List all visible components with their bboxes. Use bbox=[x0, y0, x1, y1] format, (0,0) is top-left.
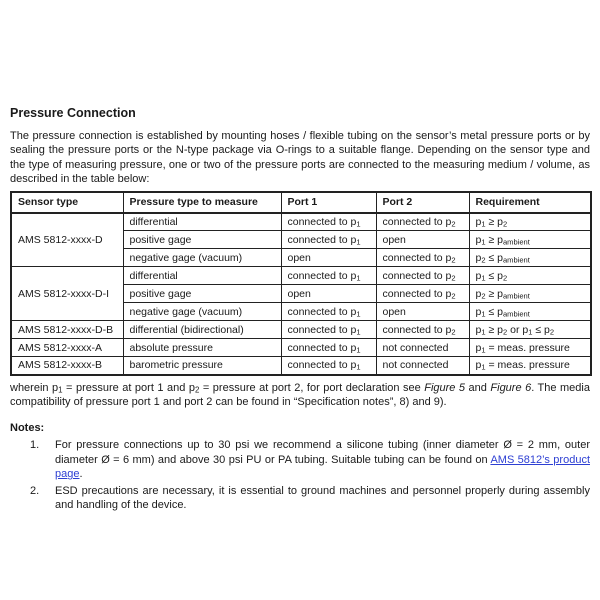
pressure-type-cell: differential bbox=[123, 213, 281, 231]
pressure-type-cell: differential bbox=[123, 267, 281, 285]
note-item bbox=[30, 484, 590, 513]
note-item bbox=[30, 438, 590, 481]
sensor-type-cell: AMS 5812-xxxx-D-I bbox=[11, 267, 123, 321]
table-row bbox=[11, 267, 591, 285]
pressure-type-cell: negative gage (vacuum) bbox=[123, 249, 281, 267]
table-row bbox=[11, 357, 591, 375]
sensor-type-cell: AMS 5812-xxxx-D-B bbox=[11, 321, 123, 339]
column-header-port2: Port 2 bbox=[376, 192, 469, 213]
port2-cell: open bbox=[376, 303, 469, 321]
pressure-type-cell: negative gage (vacuum) bbox=[123, 303, 281, 321]
port1-cell: connected to $p_1$ bbox=[281, 303, 376, 321]
pressure-type-cell: positive gage bbox=[123, 231, 281, 249]
table-row bbox=[11, 321, 591, 339]
notes-heading: Notes: bbox=[10, 422, 45, 435]
pressure-type-cell: absolute pressure bbox=[123, 339, 281, 357]
port2-cell: not connected bbox=[376, 339, 469, 357]
note-text-before: ESD precautions are necessary, it is essential to ground machines and personnel properly during assembly and handling of the device. bbox=[55, 484, 590, 512]
wherein-paragraph: wherein $p_1$ = pressure at port 1 and $p_2$ = pressure at port 2, for port declaration see Figure 5 and Figure 6. The media compatibility of pressure port 1 and port 2 can be found in “Specification notes”, 8) and 9). bbox=[10, 381, 590, 409]
sensor-type-cell: AMS 5812-xxxx-D bbox=[11, 213, 123, 267]
column-header-port1: Port 1 bbox=[281, 192, 376, 213]
section-heading: Pressure Connection bbox=[10, 106, 136, 120]
port2-cell: not connected bbox=[376, 357, 469, 375]
requirement-cell: $p_1$ = meas. pressure bbox=[469, 357, 591, 375]
port2-cell: connected to $p_2$ bbox=[376, 267, 469, 285]
note-number: 1. bbox=[30, 439, 40, 452]
notes-list bbox=[10, 438, 590, 512]
table-header-row bbox=[11, 192, 591, 213]
table-row bbox=[11, 213, 591, 231]
sensor-type-cell: AMS 5812-xxxx-B bbox=[11, 357, 123, 375]
note-text bbox=[55, 438, 590, 481]
pressure-type-cell: differential (bidirectional) bbox=[123, 321, 281, 339]
port2-cell: open bbox=[376, 231, 469, 249]
port1-cell: connected to $p_1$ bbox=[281, 267, 376, 285]
pressure-table-body bbox=[11, 213, 591, 375]
requirement-cell: $p_1 \ge p_{ambient}$ bbox=[469, 231, 591, 249]
port2-cell: connected to $p_2$ bbox=[376, 213, 469, 231]
port1-cell: open bbox=[281, 285, 376, 303]
pressure-type-cell: barometric pressure bbox=[123, 357, 281, 375]
port2-cell: connected to $p_2$ bbox=[376, 285, 469, 303]
port2-cell: connected to $p_2$ bbox=[376, 249, 469, 267]
product-page-link[interactable]: AMS 5812’s product page bbox=[55, 453, 590, 481]
port1-cell: open bbox=[281, 249, 376, 267]
port1-cell: connected to $p_1$ bbox=[281, 213, 376, 231]
column-header-sensor-type: Sensor type bbox=[11, 192, 123, 213]
port1-cell: connected to $p_1$ bbox=[281, 357, 376, 375]
requirement-cell: $p_1 \le p_{ambient}$ bbox=[469, 303, 591, 321]
note-text bbox=[55, 484, 590, 513]
note-number: 2. bbox=[30, 484, 40, 497]
column-header-requirement: Requirement bbox=[469, 192, 591, 213]
sensor-type-cell: AMS 5812-xxxx-A bbox=[11, 339, 123, 357]
pressure-type-cell: positive gage bbox=[123, 285, 281, 303]
port1-cell: connected to $p_1$ bbox=[281, 339, 376, 357]
column-header-pressure-type: Pressure type to measure bbox=[123, 192, 281, 213]
requirement-cell: $p_1$ = meas. pressure bbox=[469, 339, 591, 357]
requirement-cell: $p_1 \le p_2$ bbox=[469, 267, 591, 285]
table-row bbox=[11, 339, 591, 357]
note-text-before: For pressure connections up to 30 psi we recommend a silicone tubing (inner diameter Ø = 2 mm, outer diameter Ø = 6 mm) and above 30 psi PU or PA tubing. Suitable tubing can be found on bbox=[55, 439, 590, 466]
note-text-after: . bbox=[79, 468, 83, 481]
port1-cell: connected to $p_1$ bbox=[281, 321, 376, 339]
port2-cell: connected to $p_2$ bbox=[376, 321, 469, 339]
pressure-connection-table bbox=[10, 191, 592, 376]
requirement-cell: $p_2 \le p_{ambient}$ bbox=[469, 249, 591, 267]
port1-cell: connected to $p_1$ bbox=[281, 231, 376, 249]
requirement-cell: $p_1 \ge p_2$ or $p_1 \le p_2$ bbox=[469, 321, 591, 339]
requirement-cell: $p_2 \ge p_{ambient}$ bbox=[469, 285, 591, 303]
requirement-cell: $p_1 \ge p_2$ bbox=[469, 213, 591, 231]
intro-paragraph: The pressure connection is established by mounting hoses / flexible tubing on the sensor’s metal pressure ports or by sealing the pressure ports or the N-type package via O-rings to a suitable flange. Depending on the sensor type and the type of measuring pressure, one or two of the pressure ports are connected to the measuring medium / volume, as described in the table below: bbox=[10, 130, 590, 186]
